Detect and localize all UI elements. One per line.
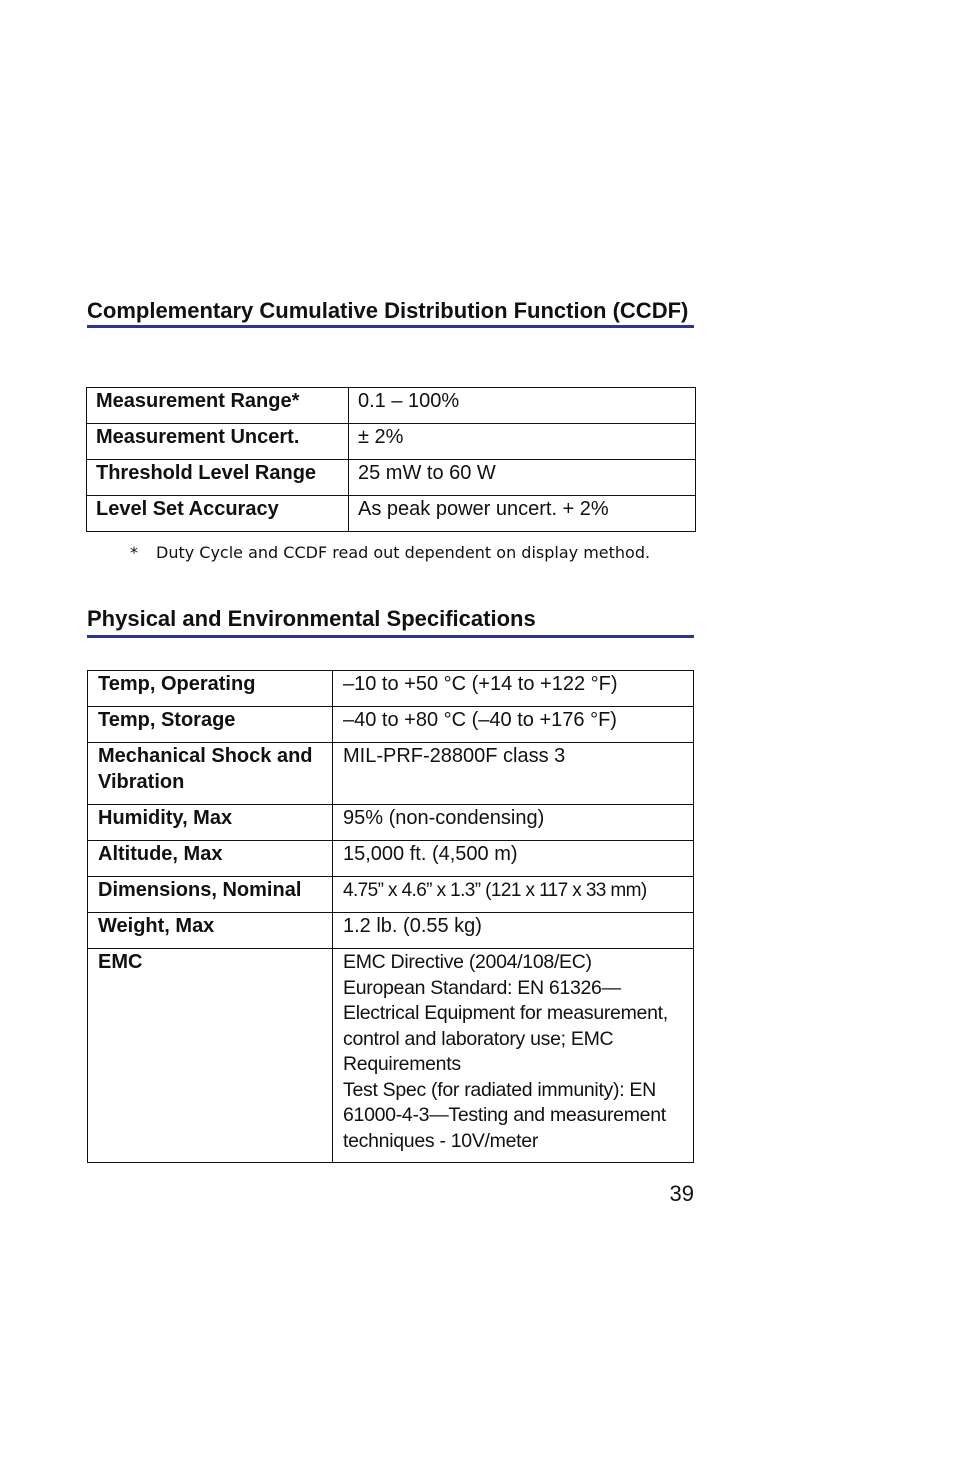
spec-label: Altitude, Max <box>88 841 333 877</box>
spec-label: Level Set Accuracy <box>87 496 349 532</box>
physical-heading: Physical and Environmental Specifications <box>87 606 694 638</box>
spec-label: Measurement Uncert. <box>87 424 349 460</box>
table-row <box>88 841 694 877</box>
ccdf-spec-table <box>86 387 696 532</box>
table-row <box>88 671 694 707</box>
physical-spec-table <box>87 670 694 1163</box>
spec-label: Mechanical Shock and Vibration <box>88 743 333 805</box>
spec-value: –10 to +50 °C (+14 to +122 °F) <box>333 671 694 707</box>
table-row <box>88 949 694 1163</box>
table-row <box>88 913 694 949</box>
table-row <box>87 424 696 460</box>
spec-label: Measurement Range* <box>87 388 349 424</box>
spec-label: Humidity, Max <box>88 805 333 841</box>
spec-label: Temp, Operating <box>88 671 333 707</box>
spec-label: Threshold Level Range <box>87 460 349 496</box>
spec-label: Dimensions, Nominal <box>88 877 333 913</box>
table-row <box>88 707 694 743</box>
spec-value: MIL-PRF-28800F class 3 <box>333 743 694 805</box>
spec-value: 1.2 lb. (0.55 kg) <box>333 913 694 949</box>
spec-value: –40 to +80 °C (–40 to +176 °F) <box>333 707 694 743</box>
spec-value: As peak power uncert. + 2% <box>349 496 696 532</box>
table-row <box>88 877 694 913</box>
table-row <box>87 460 696 496</box>
spec-value: 4.75” x 4.6” x 1.3” (121 x 117 x 33 mm) <box>333 877 694 913</box>
table-row <box>87 496 696 532</box>
spec-label: Weight, Max <box>88 913 333 949</box>
spec-value: 0.1 – 100% <box>349 388 696 424</box>
table-row <box>87 388 696 424</box>
spec-value: ± 2% <box>349 424 696 460</box>
ccdf-heading: Complementary Cumulative Distribution Function (CCDF) <box>87 298 694 328</box>
spec-value: 95% (non-condensing) <box>333 805 694 841</box>
spec-value: EMC Directive (2004/108/EC) European Standard: EN 61326— Electrical Equipment for measurement, control and laboratory use; EMC Requirements Test Spec (for radiated immunity): EN 61000-4-3—Testing and measurement techniques - 10V/meter <box>333 949 694 1163</box>
spec-value: 15,000 ft. (4,500 m) <box>333 841 694 877</box>
spec-label: EMC <box>88 949 333 1163</box>
footnote-marker: * <box>130 543 138 562</box>
page-number: 39 <box>669 1181 694 1206</box>
spec-value: 25 mW to 60 W <box>349 460 696 496</box>
footnote-text: Duty Cycle and CCDF read out dependent on display method. <box>156 543 651 562</box>
table-row <box>88 805 694 841</box>
table-row <box>88 743 694 805</box>
spec-label: Temp, Storage <box>88 707 333 743</box>
